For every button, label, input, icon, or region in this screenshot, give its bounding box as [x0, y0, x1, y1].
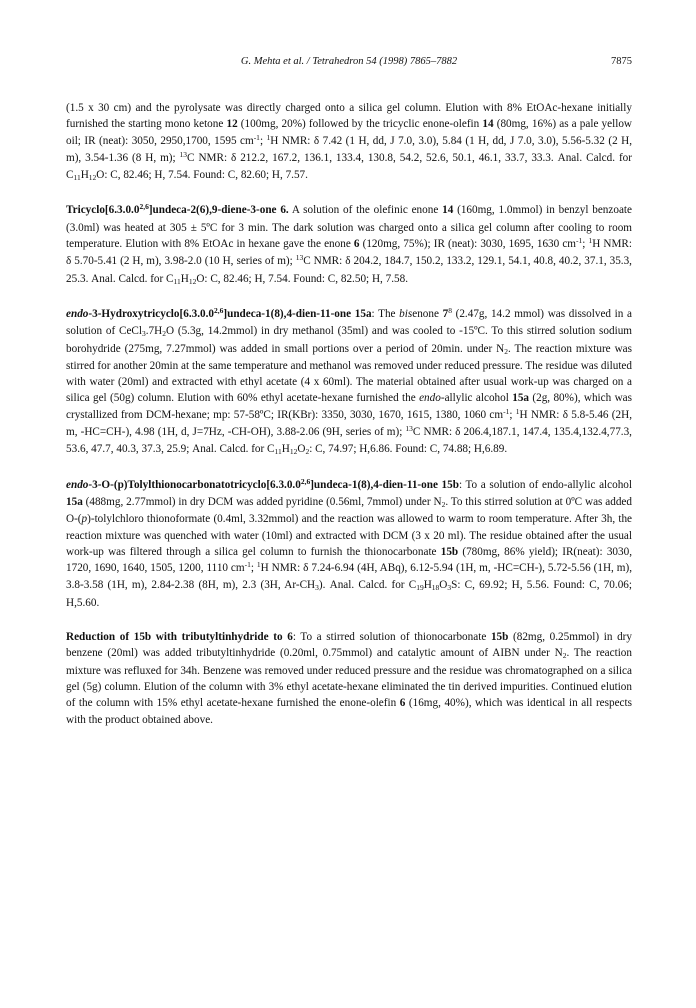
paragraph-alcohol-15a: endo-3-Hydroxytricyclo[6.3.0.0$^{2,6}$]undeca-1(8),4-dien-11-one 15a: The bisenone $7^8$ (2.47g, 14.2 mmol) was dissolved in a solution of $CeCl_3.7H_2O$ (5.3g, 14.2mmol) in dry methanol (35ml) and was cooled to -15ºC. To this stirred solution sodium borohydride (275mg, 7.27mmol) was added in small portions over a period of 20min. under $N_2$. The reaction mixture was stirred for another 20min at the same temperature and methanol was removed under reduced pressure. The residue was diluted with water (20ml) and extracted with ethyl acetate (4 x 60ml). The material obtained after usual work-up was charged on a silica gel (50g) column. Elution with 60% ethyl acetate-hexane furnished the endo-allylic alcohol 15a (2g, 80%), which was crystallized from DCM-hexane; mp: 57-58ºC; IR(KBr): 3350, 3030, 1670, 1615, 1380, 1060 $cm^{-1}$; $^1$H NMR: δ 5.8-5.46 (2H, m, -HC=CH-), 4.98 (1H, d, J=7Hz, -CH-OH), 3.88-2.06 (9H, series of m); $^{13}$C NMR: δ 206.4,187.1, 147.4, 135.4,132.4,77.3, 53.6, 47.7, 40.3, 37.3, 25.9; Anal. Calcd. for $C_{11}H_{12}O_2$: C, 74.97; H,6.86. Found: C, 74.88; H,6.89. [66, 305, 633, 457]
running-head [66, 56, 632, 70]
compound-ref: 14 [442, 204, 454, 217]
compound-ref: 7 [442, 307, 449, 320]
compound-heading: endo-3-O-(p)Tolylthionocarbonatotricyclo[6.3.0.0$^{2,6}$]undeca-1(8),4-dien-11-one 15b [66, 476, 459, 491]
page-number: 7875 [611, 56, 632, 67]
compound-heading: Tricyclo[6.3.0.0$^{2,6}$]undeca-2(6),9-diene-3-one 6. [66, 202, 289, 217]
article-body [66, 100, 632, 728]
reference-marker: 8 [448, 305, 452, 315]
compound-ref: 6 [353, 238, 360, 251]
compound-ref: 15b [490, 631, 509, 644]
compound-ref: 15a [512, 392, 529, 405]
journal-citation: G. Mehta et al. / Tetrahedron 54 (1998) 7865–7882 [240, 56, 458, 67]
compound-ref: 15b [440, 545, 459, 558]
paragraph-enone-6: Tricyclo[6.3.0.0$^{2,6}$]undeca-2(6),9-diene-3-one 6. A solution of the olefinic enone 14 (160mg, 1.0mmol) in benzyl benzoate (3.0ml) was heated at 305 ± 5ºC for 3 min. The dark solution was charged onto a silica gel column after cooling to room temperature. Elution with 8% EtOAc in hexane gave the enone 6 (120mg, 75%); IR (neat): 3030, 1695, 1630 $cm^{-1}$; $^1$H NMR: δ 5.70-5.41 (2 H, m), 3.98-2.0 (10 H, series of m); $^{13}$C NMR: δ 204.2, 184.7, 150.2, 133.2, 129.1, 54.1, 40.8, 40.2, 37.1, 35.3, 25.3. Anal. Calcd. for $C_{11}H_{12}O$: C, 82.46; H, 7.54. Found: C, 82.50; H, 7.58. [66, 202, 632, 286]
paragraph-thionocarbonate-15b: endo-3-O-(p)Tolylthionocarbonatotricyclo[6.3.0.0$^{2,6}$]undeca-1(8),4-dien-11-one 15b: To a solution of endo-allylic alcohol 15a (488mg, 2.77mmol) in dry DCM was added pyridine (0.56ml, 7mmol) under $N_2$. To this stirred solution at 0ºC was added O-(p)-tolylchloro thionoformate (0.4ml, 3.32mmol) and the reaction was allowed to warm to room temperature. After 3h, the reaction mixture was quenched with water (10ml) and extracted with DCM (3 x 20 ml). The residue obtained after the usual work-up was filtered through a silica gel column to furnish the thionocarbonate 15b (780mg, 86% yield); IR(neat): 3030, 1720, 1690, 1640, 1505, 1200, 1110 $cm^{-1}$; $^1$H NMR: δ 7.24-6.94 (4H, ABq), 6.12-5.94 (1H, m, -HC=CH-), 5.72-5.56 (1H, m), 3.8-3.58 (1H, m), 2.84-2.38 (8H, m), 2.3 (3H, $Ar-CH_3$). Anal. Calcd. for $C_{19}H_{18}O_3S$: C, 69.92; H, 5.56. Found: C, 70.06; H,5.60. [66, 476, 633, 609]
compound-heading: Reduction of 15b with tributyltinhydride to 6 [66, 631, 293, 644]
compound-heading: endo-3-Hydroxytricyclo[6.3.0.0$^{2,6}$]undeca-1(8),4-dien-11-one 15a [66, 305, 372, 320]
paragraph-pyrolysis-workup: (1.5 x 30 cm) and the pyrolysate was directly charged onto a silica gel column. Elution with 8% EtOAc-hexane initially furnished the starting mono ketone 12 (100mg, 20%) followed by the tricyclic enone-olefin 14 (80mg, 16%) as a pale yellow oil; IR (neat): 3050, 2950,1700, 1595 $cm^{-1}$; $^1$H NMR: δ 7.42 (1 H, dd, J 7.0, 3.0), 5.84 (1 H, dd, J 7.0, 3.0), 5.56-5.32 (2 H, m), 3.54-1.36 (8 H, m); $^{13}$C NMR: δ 212.2, 167.2, 136.1, 133.4, 130.8, 54.2, 52.6, 50.1, 46.1, 33.7, 33.3. Anal. Calcd. for $C_{11}H_{12}O$: C, 82.46; H, 7.54. Found: C, 82.60; H, 7.57. [66, 102, 633, 183]
compound-ref: 15a [66, 495, 83, 508]
compound-ref: 14 [482, 118, 494, 131]
compound-ref: 6 [399, 697, 406, 710]
paragraph-reduction-15b: Reduction of 15b with tributyltinhydride to 6: To a stirred solution of thionocarbonate 15b (82mg, 0.25mmol) in dry benzene (20ml) was added tributyltinhydride (0.20ml, 0.75mmol) and catalytic amount of AIBN under $N_2$. The reaction mixture was refluxed for 34h. Benzene was removed under reduced pressure and the residue was chromatographed on a silica gel (5g) column. Elution of the column with 3% ethyl acetate-hexane eliminated the tin derived impurities. Continued elution of the column with 15% ethyl acetate-hexane furnished the enone-olefin 6 (16mg, 40%), which was identical in all respects with the product obtained above. [66, 631, 632, 726]
compound-ref: 12 [226, 118, 238, 131]
